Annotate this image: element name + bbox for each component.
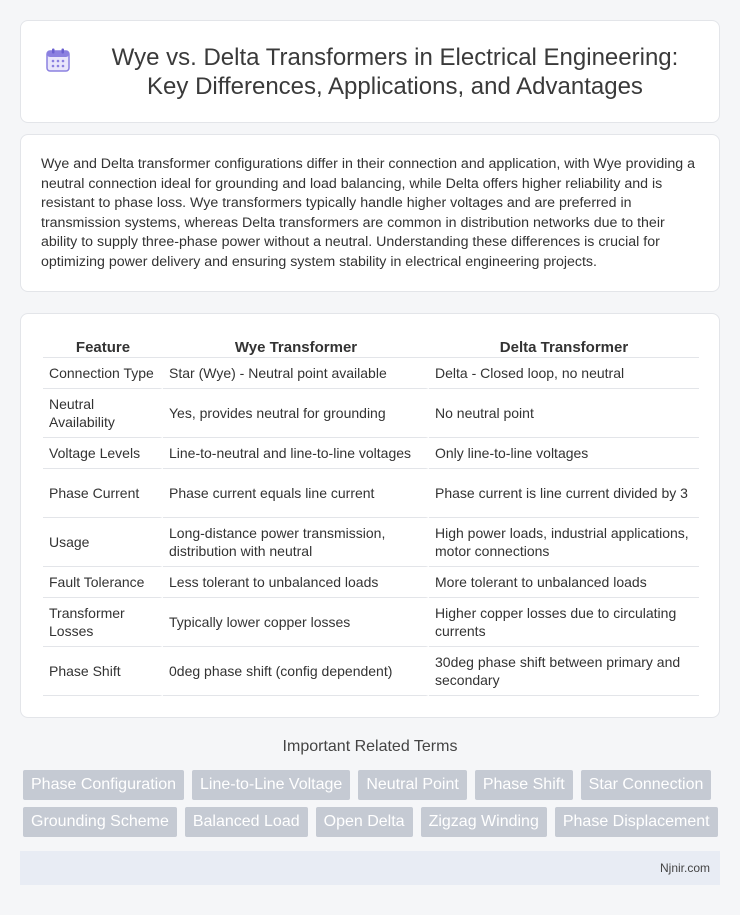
feature-cell: Transformer Losses: [43, 598, 163, 647]
table-row: [43, 358, 699, 389]
tag-balanced-load[interactable]: Balanced Load: [185, 807, 308, 837]
header-feature: Feature: [43, 334, 163, 358]
table-row: [43, 598, 699, 647]
table-row: [43, 567, 699, 598]
header-card: [20, 20, 720, 123]
feature-cell: Voltage Levels: [43, 438, 163, 469]
intro-card: [20, 134, 720, 292]
wye-cell: Less tolerant to unbalanced loads: [163, 567, 429, 598]
delta-cell: High power loads, industrial applications, motor connections: [429, 518, 699, 567]
tag-row: [23, 770, 723, 800]
delta-cell: 30deg phase shift between primary and secondary: [429, 647, 699, 696]
tag-neutral-point[interactable]: Neutral Point: [358, 770, 467, 800]
comparison-table: [43, 334, 699, 696]
header-wye: Wye Transformer: [163, 334, 429, 358]
calendar-icon: [45, 47, 71, 73]
delta-cell: No neutral point: [429, 389, 699, 438]
tag-star-connection[interactable]: Star Connection: [581, 770, 712, 800]
wye-cell: Yes, provides neutral for grounding: [163, 389, 429, 438]
wye-cell: Long-distance power transmission, distribution with neutral: [163, 518, 429, 567]
table-row: [43, 647, 699, 696]
wye-cell: 0deg phase shift (config dependent): [163, 647, 429, 696]
delta-cell: More tolerant to unbalanced loads: [429, 567, 699, 598]
feature-cell: Neutral Availability: [43, 389, 163, 438]
tag-line-to-line-voltage[interactable]: Line-to-Line Voltage: [192, 770, 350, 800]
table-row: [43, 389, 699, 438]
wye-cell: Star (Wye) - Neutral point available: [163, 358, 429, 389]
page-title: Wye vs. Delta Transformers in Electrical Engineering: Key Differences, Applications, and Advantages: [111, 43, 679, 100]
comparison-table-card: [20, 313, 720, 718]
footer-site[interactable]: Njnir.com: [659, 861, 710, 875]
delta-cell: Only line-to-line voltages: [429, 438, 699, 469]
table-row: [43, 469, 699, 518]
table-row: [43, 518, 699, 567]
header-delta: Delta Transformer: [429, 334, 699, 358]
table-header-row: [43, 334, 699, 358]
feature-cell: Connection Type: [43, 358, 163, 389]
tag-phase-configuration[interactable]: Phase Configuration: [23, 770, 184, 800]
feature-cell: Phase Current: [43, 469, 163, 518]
tag-zigzag-winding[interactable]: Zigzag Winding: [421, 807, 547, 837]
tag-row: [23, 807, 723, 837]
wye-cell: Line-to-neutral and line-to-line voltages: [163, 438, 429, 469]
feature-cell: Fault Tolerance: [43, 567, 163, 598]
tag-phase-displacement[interactable]: Phase Displacement: [555, 807, 718, 837]
table-row: [43, 438, 699, 469]
wye-cell: Phase current equals line current: [163, 469, 429, 518]
tag-grounding-scheme[interactable]: Grounding Scheme: [23, 807, 177, 837]
footer: [20, 851, 720, 885]
related-terms-title: Important Related Terms: [282, 738, 458, 755]
wye-cell: Typically lower copper losses: [163, 598, 429, 647]
related-terms-tags: [23, 770, 723, 844]
feature-cell: Usage: [43, 518, 163, 567]
feature-cell: Phase Shift: [43, 647, 163, 696]
delta-cell: Phase current is line current divided by 3: [429, 469, 699, 518]
tag-open-delta[interactable]: Open Delta: [316, 807, 413, 837]
delta-cell: Delta - Closed loop, no neutral: [429, 358, 699, 389]
intro-paragraph: Wye and Delta transformer configurations differ in their connection and application, with Wye providing a neutral connection ideal for grounding and load balancing, while Delta offers higher reliability and is resistant to phase loss. Wye transformers typically handle higher voltages and are preferred in transmission systems, whereas Delta transformers are common in distribution networks due to their ability to supply three-phase power without a neutral. Understanding these differences is crucial for optimizing power delivery and ensuring system stability in electrical engineering projects.: [41, 156, 696, 270]
delta-cell: Higher copper losses due to circulating currents: [429, 598, 699, 647]
tag-phase-shift[interactable]: Phase Shift: [475, 770, 573, 800]
